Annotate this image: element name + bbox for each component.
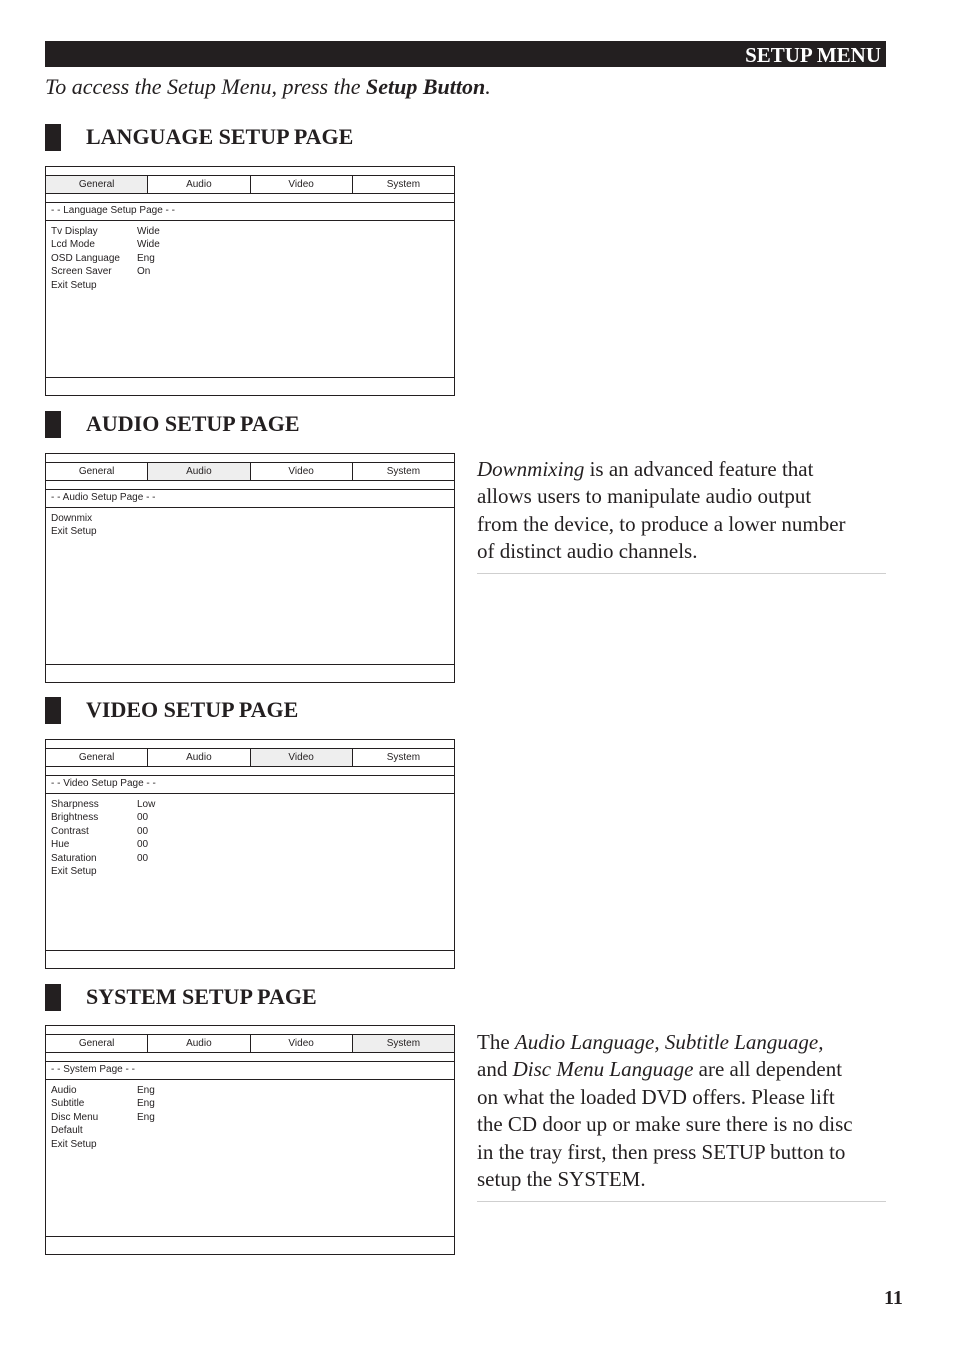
tab-video[interactable]: Video bbox=[251, 749, 353, 766]
menu-item-label: Contrast bbox=[51, 825, 89, 837]
tab-video[interactable]: Video bbox=[251, 1035, 353, 1052]
heading-marker bbox=[45, 411, 61, 438]
menu-item-label: Hue bbox=[51, 839, 70, 851]
tab-video[interactable]: Video bbox=[251, 463, 353, 480]
footer-divider bbox=[46, 1236, 454, 1237]
menu-item-value: Low bbox=[137, 799, 156, 810]
tab-bar bbox=[46, 1034, 454, 1053]
system-setup-screen bbox=[45, 1025, 455, 1255]
menu-item-value: Eng bbox=[137, 1085, 155, 1096]
note-divider bbox=[477, 573, 886, 574]
menu-item-label: Lcd Mode bbox=[51, 239, 95, 251]
menu-items bbox=[51, 798, 251, 878]
menu-item-label: Exit Setup bbox=[51, 279, 97, 291]
header-title: SETUP MENU bbox=[745, 43, 881, 67]
menu-item[interactable] bbox=[51, 279, 251, 292]
tab-audio[interactable]: Audio bbox=[148, 176, 250, 193]
menu-item[interactable] bbox=[51, 525, 251, 538]
menu-item[interactable] bbox=[51, 1084, 251, 1097]
menu-item[interactable] bbox=[51, 825, 251, 838]
intro-button-name: Setup Button bbox=[366, 74, 486, 99]
menu-item-label: Downmix bbox=[51, 513, 93, 524]
tab-audio[interactable]: Audio bbox=[148, 749, 250, 766]
menu-item-value: 00 bbox=[137, 812, 149, 824]
menu-items bbox=[51, 225, 251, 292]
audio-setup-screen bbox=[45, 453, 455, 683]
tab-bar bbox=[46, 462, 454, 481]
note-divider bbox=[477, 1201, 886, 1202]
system-note: The Audio Language, Subtitle Language, and Disc Menu Language are all dependent on what the loaded DVD offers. Please lift the CD door up or make sure there is no disc in the tray first, then press SETUP button to setup the SYSTEM. bbox=[477, 1030, 853, 1192]
tab-general[interactable]: General bbox=[46, 176, 148, 193]
menu-item[interactable] bbox=[51, 265, 251, 278]
tab-system[interactable]: System bbox=[353, 1035, 454, 1052]
menu-item-label: Disc Menu bbox=[51, 1111, 99, 1123]
menu-item-label: Exit Setup bbox=[51, 1138, 97, 1150]
menu-items bbox=[51, 1084, 251, 1151]
tab-audio[interactable]: Audio bbox=[148, 1035, 250, 1052]
tab-system[interactable]: System bbox=[386, 752, 421, 763]
menu-item[interactable] bbox=[51, 238, 251, 251]
menu-item-label: Subtitle bbox=[51, 1098, 85, 1110]
tab-general[interactable]: General bbox=[46, 1035, 148, 1052]
menu-item-value: Eng bbox=[137, 1098, 155, 1110]
menu-item-value: 00 bbox=[137, 825, 149, 837]
page-label: - - Audio Setup Page - - bbox=[46, 489, 454, 508]
menu-item[interactable] bbox=[51, 512, 251, 525]
menu-item[interactable] bbox=[51, 225, 251, 238]
footer-divider bbox=[46, 377, 454, 378]
page-label: - - System Page - - bbox=[46, 1061, 454, 1080]
tab-bar bbox=[46, 175, 454, 194]
menu-item-label: Brightness bbox=[51, 812, 99, 824]
menu-item-value: Eng bbox=[137, 1111, 155, 1123]
language-setup-screen bbox=[45, 166, 455, 396]
downmix-note: Downmixing is an advanced feature that allows users to manipulate audio output from the device, to produce a lower number of distinct audio channels. bbox=[477, 457, 846, 564]
menu-item-value: 00 bbox=[137, 839, 149, 851]
tab-general[interactable]: General bbox=[46, 749, 148, 766]
menu-item[interactable] bbox=[51, 1124, 251, 1137]
menu-item-label: Audio bbox=[51, 1085, 77, 1096]
menu-item-label: Screen Saver bbox=[51, 266, 112, 278]
menu-item[interactable] bbox=[51, 838, 251, 851]
tab-system[interactable]: System bbox=[386, 466, 421, 477]
menu-item-label: Default bbox=[51, 1125, 83, 1137]
menu-item[interactable] bbox=[51, 252, 251, 265]
menu-items bbox=[51, 512, 251, 539]
tab-video[interactable]: Video bbox=[251, 176, 353, 193]
intro-text: To access the Setup Menu, press the Setup Button. bbox=[45, 74, 491, 99]
page-label: - - Video Setup Page - - bbox=[46, 775, 454, 794]
menu-item[interactable] bbox=[51, 852, 251, 865]
menu-item[interactable] bbox=[51, 1138, 251, 1151]
page-number: 11 bbox=[884, 1287, 903, 1309]
menu-item-label: Exit Setup bbox=[51, 865, 97, 877]
page-label: - - Language Setup Page - - bbox=[46, 202, 454, 221]
menu-item[interactable] bbox=[51, 1111, 251, 1124]
menu-item[interactable] bbox=[51, 1097, 251, 1110]
menu-item[interactable] bbox=[51, 798, 251, 811]
menu-item-value: 00 bbox=[137, 852, 149, 864]
tab-audio[interactable]: Audio bbox=[148, 463, 250, 480]
heading-marker bbox=[45, 697, 61, 724]
heading-marker bbox=[45, 124, 61, 151]
menu-item-label: Saturation bbox=[51, 852, 97, 864]
tab-bar bbox=[46, 748, 454, 767]
tab-system[interactable]: System bbox=[386, 179, 421, 190]
video-setup-screen bbox=[45, 739, 455, 969]
menu-item-label: Exit Setup bbox=[51, 526, 97, 538]
downmix-term: Downmixing bbox=[477, 457, 585, 481]
menu-item[interactable] bbox=[51, 865, 251, 878]
menu-item-value: Wide bbox=[137, 226, 160, 237]
menu-item-value: Wide bbox=[137, 239, 160, 251]
footer-divider bbox=[46, 950, 454, 951]
menu-item[interactable] bbox=[51, 811, 251, 824]
menu-item-label: OSD Language bbox=[51, 252, 120, 264]
menu-item-label: Tv Display bbox=[51, 226, 98, 237]
tab-general[interactable]: General bbox=[46, 463, 148, 480]
heading-marker bbox=[45, 984, 61, 1011]
header-bar bbox=[45, 41, 886, 67]
menu-item-value: Eng bbox=[137, 252, 155, 264]
footer-divider bbox=[46, 664, 454, 665]
menu-item-label: Sharpness bbox=[51, 799, 99, 810]
menu-item-value: On bbox=[137, 266, 151, 278]
